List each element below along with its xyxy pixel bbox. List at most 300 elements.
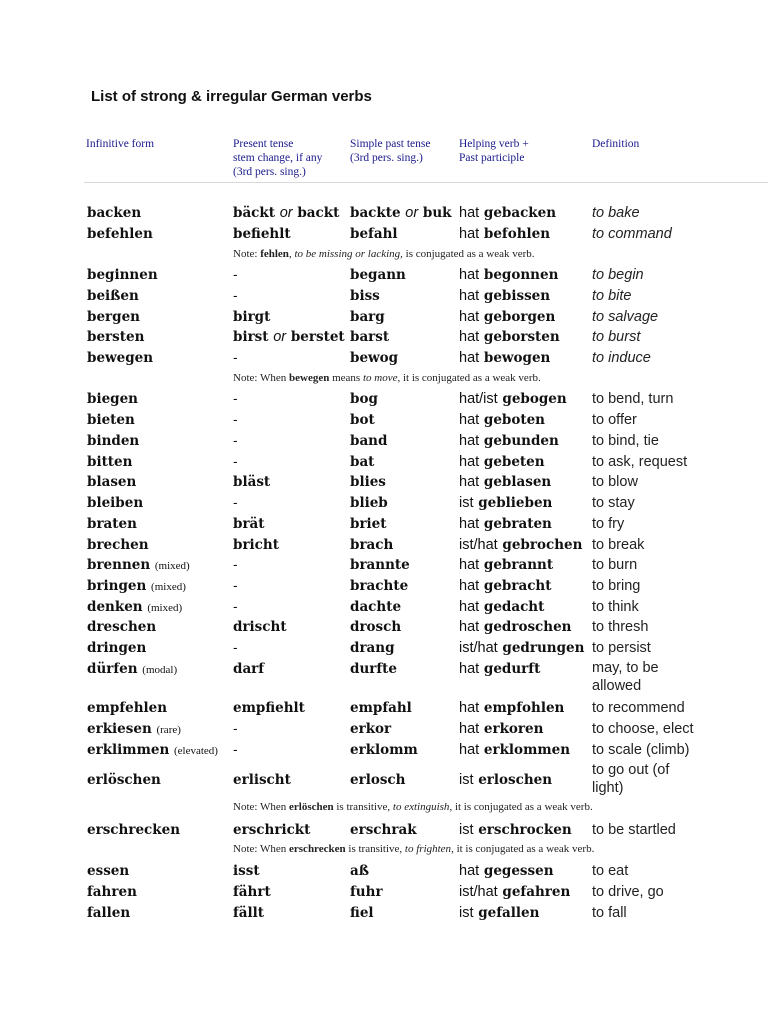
infinitive-text: binden xyxy=(87,433,140,449)
infinitive-text: essen xyxy=(87,863,130,879)
past-cell xyxy=(350,882,383,903)
note-text: Note: When xyxy=(233,801,290,813)
participle-cell xyxy=(459,348,550,369)
present-cell xyxy=(233,638,238,659)
infinitive-cell xyxy=(87,472,136,493)
header-participle-line2: Past participle xyxy=(459,152,525,164)
infinitive-cell xyxy=(87,348,153,369)
past-cell xyxy=(350,431,387,452)
present-text: birgt xyxy=(233,309,271,325)
infinitive-cell xyxy=(87,514,137,535)
infinitive-text: bergen xyxy=(87,309,140,325)
verb-type-tag: (rare) xyxy=(156,724,181,736)
definition-cell: to thresh xyxy=(592,619,649,635)
past-text: briet xyxy=(350,516,387,532)
past-participle: gefallen xyxy=(478,905,540,921)
infinitive-cell xyxy=(87,555,190,576)
past-text: blieb xyxy=(350,495,388,511)
definition-cell: to burst xyxy=(592,329,641,345)
table-row xyxy=(0,659,768,694)
past-cell xyxy=(350,770,405,791)
past-cell xyxy=(350,576,408,597)
present-text: isst xyxy=(233,863,260,879)
past-cell xyxy=(350,203,452,224)
present-text: - xyxy=(233,288,238,304)
past-cell xyxy=(350,617,401,638)
infinitive-cell xyxy=(87,410,135,431)
past-cell xyxy=(350,698,412,719)
table-row xyxy=(0,698,768,719)
participle-cell xyxy=(459,770,552,791)
present-text: - xyxy=(233,742,238,758)
participle-cell xyxy=(459,514,552,535)
table-row xyxy=(0,903,768,924)
present-cell xyxy=(233,348,238,369)
table-row xyxy=(0,203,768,224)
definition-cell: to be startled xyxy=(592,822,676,838)
definition-cell: to fall xyxy=(592,905,627,921)
past-cell xyxy=(350,410,375,431)
past-participle: gebunden xyxy=(483,433,559,449)
past-text: brachte xyxy=(350,578,409,594)
helping-verb: hat xyxy=(459,557,480,573)
infinitive-cell xyxy=(87,224,153,245)
present-cell xyxy=(233,286,238,307)
past-participle: geborgen xyxy=(483,309,556,325)
table-row xyxy=(0,327,768,348)
note-text: to frighten xyxy=(404,843,452,855)
present-cell xyxy=(233,698,305,719)
header-participle-line1: Helping verb + xyxy=(459,138,529,150)
present-text: erschrickt xyxy=(233,822,311,838)
infinitive-text: brennen xyxy=(87,557,151,573)
infinitive-cell xyxy=(87,493,143,514)
participle-cell xyxy=(459,307,555,328)
present-cell xyxy=(233,493,238,514)
infinitive-text: braten xyxy=(87,516,137,532)
past-text: band xyxy=(350,433,388,449)
past-text: erklomm xyxy=(350,742,418,758)
present-text: - xyxy=(233,433,238,449)
past-cell xyxy=(350,286,380,307)
infinitive-text: bleiben xyxy=(87,495,144,511)
table-row xyxy=(0,472,768,493)
past-cell xyxy=(350,224,398,245)
infinitive-cell xyxy=(87,882,137,903)
past-participle: geblasen xyxy=(483,474,552,490)
present-text: erlischt xyxy=(233,772,291,788)
or-word: or xyxy=(405,205,419,221)
present-text: - xyxy=(233,495,238,511)
helping-verb: hat xyxy=(459,599,480,615)
definition-cell: to burn xyxy=(592,557,638,573)
present-cell xyxy=(233,535,279,556)
past-cell xyxy=(350,597,401,618)
helping-verb: hat xyxy=(459,578,480,594)
participle-cell xyxy=(459,452,545,473)
note-text: erschrecken xyxy=(289,843,346,855)
definition-cell: to induce xyxy=(592,350,651,366)
usage-note xyxy=(233,372,541,385)
verb-type-tag: (elevated) xyxy=(174,745,218,757)
past-text: biss xyxy=(350,288,380,304)
infinitive-text: bringen xyxy=(87,578,147,594)
table-row xyxy=(0,576,768,597)
helping-verb: ist xyxy=(459,495,474,511)
past-cell xyxy=(350,348,398,369)
past-participle: empfohlen xyxy=(483,700,565,716)
table-row xyxy=(0,307,768,328)
infinitive-cell xyxy=(87,638,146,659)
definition-cell: to begin xyxy=(592,267,644,283)
past-text: erschrak xyxy=(350,822,417,838)
definition-cell: to command xyxy=(592,226,672,242)
note-text: means xyxy=(329,372,363,384)
past-text: barg xyxy=(350,309,385,325)
present-cell xyxy=(233,820,310,841)
infinitive-text: bitten xyxy=(87,454,133,470)
present-cell xyxy=(233,861,260,882)
infinitive-text: denken xyxy=(87,599,143,615)
past-cell xyxy=(350,514,387,535)
infinitive-text: empfehlen xyxy=(87,700,168,716)
helping-verb: hat xyxy=(459,454,480,470)
present-text: - xyxy=(233,267,238,283)
participle-cell xyxy=(459,698,564,719)
note-text: fehlen xyxy=(260,248,289,260)
present-cell xyxy=(233,770,291,791)
usage-note xyxy=(233,843,594,856)
participle-cell xyxy=(459,638,584,659)
infinitive-text: bieten xyxy=(87,412,135,428)
past-participle: gedroschen xyxy=(483,619,572,635)
definition-cell: to bite xyxy=(592,288,632,304)
infinitive-text: erklimmen xyxy=(87,742,170,758)
helping-verb: hat xyxy=(459,288,480,304)
present-cell xyxy=(233,719,238,740)
definition-cell: to stay xyxy=(592,495,635,511)
past-cell xyxy=(350,327,389,348)
participle-cell xyxy=(459,265,558,286)
past-participle: befohlen xyxy=(483,226,551,242)
note-text: , xyxy=(288,248,295,260)
table-row xyxy=(0,514,768,535)
past-participle: gebeten xyxy=(483,454,545,470)
header-past xyxy=(350,137,431,165)
header-past-line1: Simple past tense xyxy=(350,138,431,150)
infinitive-cell xyxy=(87,203,141,224)
present-text: - xyxy=(233,578,238,594)
present-alt-text: berstet xyxy=(290,329,345,345)
past-cell xyxy=(350,861,369,882)
verb-type-tag: (modal) xyxy=(142,664,178,676)
past-participle: gebracht xyxy=(483,578,552,594)
present-cell xyxy=(233,882,271,903)
table-row xyxy=(0,286,768,307)
past-cell xyxy=(350,493,388,514)
definition-line: allowed xyxy=(592,678,642,694)
present-cell xyxy=(233,452,238,473)
table-row xyxy=(0,348,768,369)
past-text: brannte xyxy=(350,557,410,573)
present-text: - xyxy=(233,640,238,656)
definition-cell: to recommend xyxy=(592,700,685,716)
participle-cell xyxy=(459,224,550,245)
helping-verb: hat xyxy=(459,329,480,345)
note-text: , it is conjugated as a weak verb. xyxy=(397,372,541,384)
table-row xyxy=(0,265,768,286)
participle-cell xyxy=(459,719,543,740)
infinitive-cell xyxy=(87,286,139,307)
header-definition-label: Definition xyxy=(592,138,640,150)
infinitive-text: erlöschen xyxy=(87,772,161,788)
participle-cell xyxy=(459,903,539,924)
infinitive-cell xyxy=(87,265,158,286)
present-cell xyxy=(233,307,270,328)
past-text: backte xyxy=(350,205,401,221)
infinitive-cell xyxy=(87,597,182,618)
definition-cell: to bend, turn xyxy=(592,391,674,407)
participle-cell xyxy=(459,203,556,224)
helping-verb: hat/ist xyxy=(459,391,498,407)
past-cell xyxy=(350,820,417,841)
present-text: - xyxy=(233,350,238,366)
present-alt-text: backt xyxy=(297,205,340,221)
table-row xyxy=(0,555,768,576)
past-participle: geblieben xyxy=(478,495,553,511)
definition-line: light) xyxy=(592,780,624,796)
past-cell xyxy=(350,307,385,328)
infinitive-text: beginnen xyxy=(87,267,158,283)
helping-verb: hat xyxy=(459,516,480,532)
participle-cell xyxy=(459,286,550,307)
past-text: erkor xyxy=(350,721,392,737)
header-past-line2: (3rd pers. sing.) xyxy=(350,152,423,164)
table-row xyxy=(0,452,768,473)
table-row xyxy=(0,431,768,452)
helping-verb: hat xyxy=(459,226,480,242)
infinitive-text: bersten xyxy=(87,329,145,345)
past-text: fiel xyxy=(350,905,374,921)
participle-cell xyxy=(459,410,545,431)
past-text: drosch xyxy=(350,619,402,635)
definition-cell: to scale (climb) xyxy=(592,742,690,758)
present-text: drischt xyxy=(233,619,287,635)
header-present xyxy=(233,137,322,179)
present-text: - xyxy=(233,599,238,615)
present-text: bäckt xyxy=(233,205,275,221)
past-participle: gebrochen xyxy=(502,537,583,553)
participle-cell xyxy=(459,617,572,638)
helping-verb: ist/hat xyxy=(459,640,498,656)
past-participle: gegessen xyxy=(483,863,554,879)
past-participle: erschrocken xyxy=(478,822,572,838)
participle-cell xyxy=(459,389,567,410)
note-text: Note: When xyxy=(233,372,290,384)
present-cell xyxy=(233,265,238,286)
past-text: bog xyxy=(350,391,378,407)
present-cell xyxy=(233,555,238,576)
helping-verb: ist xyxy=(459,772,474,788)
participle-cell xyxy=(459,597,544,618)
present-text: - xyxy=(233,412,238,428)
definition-cell: to offer xyxy=(592,412,637,428)
infinitive-text: backen xyxy=(87,205,142,221)
past-participle: bewogen xyxy=(483,350,551,366)
past-text: fuhr xyxy=(350,884,383,900)
definition-cell: to choose, elect xyxy=(592,721,694,737)
table-row xyxy=(0,597,768,618)
definition-cell: to bind, tie xyxy=(592,433,659,449)
past-text: bat xyxy=(350,454,375,470)
past-participle: gebogen xyxy=(502,391,567,407)
infinitive-text: blasen xyxy=(87,474,137,490)
table-row xyxy=(0,493,768,514)
note-text: Note: xyxy=(233,248,261,260)
table-row xyxy=(0,224,768,245)
helping-verb: ist xyxy=(459,905,474,921)
definition-line: may, to be xyxy=(592,660,659,676)
infinitive-text: erkiesen xyxy=(87,721,152,737)
participle-cell xyxy=(459,493,552,514)
present-text: bläst xyxy=(233,474,271,490)
infinitive-text: beißen xyxy=(87,288,139,304)
infinitive-text: fallen xyxy=(87,905,131,921)
past-participle: gefahren xyxy=(502,884,571,900)
present-cell xyxy=(233,389,238,410)
table-row xyxy=(0,535,768,556)
header-present-line1: Present tense xyxy=(233,138,294,150)
note-text: is conjugated as a weak verb. xyxy=(402,248,535,260)
definition-cell: to salvage xyxy=(592,309,659,325)
participle-cell xyxy=(459,820,572,841)
present-text: - xyxy=(233,391,238,407)
past-participle: gebrannt xyxy=(483,557,554,573)
present-cell xyxy=(233,576,238,597)
note-text: is transitive, xyxy=(333,801,393,813)
usage-note xyxy=(233,801,593,814)
infinitive-text: dringen xyxy=(87,640,147,656)
infinitive-cell xyxy=(87,820,180,841)
infinitive-cell xyxy=(87,770,161,791)
present-cell xyxy=(233,597,238,618)
participle-cell xyxy=(459,472,551,493)
table-row xyxy=(0,762,768,796)
present-cell xyxy=(233,472,270,493)
present-text: darf xyxy=(233,661,265,677)
infinitive-cell xyxy=(87,903,130,924)
present-text: bricht xyxy=(233,537,279,553)
past-text: begann xyxy=(350,267,406,283)
past-text: blies xyxy=(350,474,386,490)
participle-cell xyxy=(459,431,559,452)
infinitive-cell xyxy=(87,307,140,328)
page-title: List of strong & irregular German verbs xyxy=(91,88,372,105)
present-text: fällt xyxy=(233,905,265,921)
helping-verb: hat xyxy=(459,700,480,716)
past-text: bewog xyxy=(350,350,399,366)
definition-cell: to ask, request xyxy=(592,454,688,470)
past-cell xyxy=(350,638,395,659)
table-row xyxy=(0,389,768,410)
helping-verb: hat xyxy=(459,412,480,428)
past-participle: gebissen xyxy=(483,288,551,304)
infinitive-cell xyxy=(87,452,132,473)
usage-note xyxy=(233,248,535,261)
past-text: barst xyxy=(350,329,390,345)
header-definition xyxy=(592,137,639,151)
note-text: to move xyxy=(362,372,398,384)
table-row xyxy=(0,719,768,740)
note-text: is transitive, xyxy=(345,843,405,855)
infinitive-text: fahren xyxy=(87,884,137,900)
past-cell xyxy=(350,452,374,473)
infinitive-cell xyxy=(87,659,177,680)
infinitive-text: bewegen xyxy=(87,350,154,366)
helping-verb: hat xyxy=(459,309,480,325)
past-cell xyxy=(350,719,391,740)
past-participle: erklommen xyxy=(483,742,571,758)
table-row xyxy=(0,638,768,659)
present-text: fährt xyxy=(233,884,271,900)
infinitive-text: dreschen xyxy=(87,619,157,635)
infinitive-cell xyxy=(87,327,144,348)
participle-cell xyxy=(459,576,551,597)
participle-cell xyxy=(459,555,553,576)
present-cell xyxy=(233,659,264,680)
note-text: to be missing or lacking, xyxy=(294,248,403,260)
helping-verb: hat xyxy=(459,350,480,366)
present-cell xyxy=(233,327,345,348)
note-text: , it is conjugated as a weak verb. xyxy=(451,843,595,855)
past-participle: geborsten xyxy=(483,329,560,345)
infinitive-cell xyxy=(87,740,218,761)
helping-verb: hat xyxy=(459,474,480,490)
or-word: or xyxy=(273,329,287,345)
past-cell xyxy=(350,903,374,924)
infinitive-cell xyxy=(87,861,129,882)
definition-cell: to bring xyxy=(592,578,641,594)
past-text: befahl xyxy=(350,226,398,242)
table-row xyxy=(0,617,768,638)
definition-line: to go out (of xyxy=(592,762,670,778)
past-text: durfte xyxy=(350,661,397,677)
helping-verb: ist xyxy=(459,822,474,838)
participle-cell xyxy=(459,327,560,348)
verb-type-tag: (mixed) xyxy=(147,602,183,614)
present-text: - xyxy=(233,557,238,573)
past-participle: gebraten xyxy=(483,516,552,532)
definition-cell: to think xyxy=(592,599,639,615)
infinitive-text: dürfen xyxy=(87,661,138,677)
infinitive-text: erschrecken xyxy=(87,822,181,838)
helping-verb: hat xyxy=(459,863,480,879)
note-text: bewegen xyxy=(289,372,330,384)
present-text: birst xyxy=(233,329,269,345)
past-participle: geboten xyxy=(483,412,545,428)
past-text: erlosch xyxy=(350,772,406,788)
table-row xyxy=(0,882,768,903)
helping-verb: hat xyxy=(459,661,480,677)
note-text: , it is conjugated as a weak verb. xyxy=(449,801,593,813)
present-text: empfiehlt xyxy=(233,700,305,716)
participle-cell xyxy=(459,659,540,680)
present-cell xyxy=(233,224,291,245)
definition-cell: to fry xyxy=(592,516,625,532)
definition-cell: to persist xyxy=(592,640,651,656)
definition-cell: to drive, go xyxy=(592,884,664,900)
participle-cell xyxy=(459,535,582,556)
